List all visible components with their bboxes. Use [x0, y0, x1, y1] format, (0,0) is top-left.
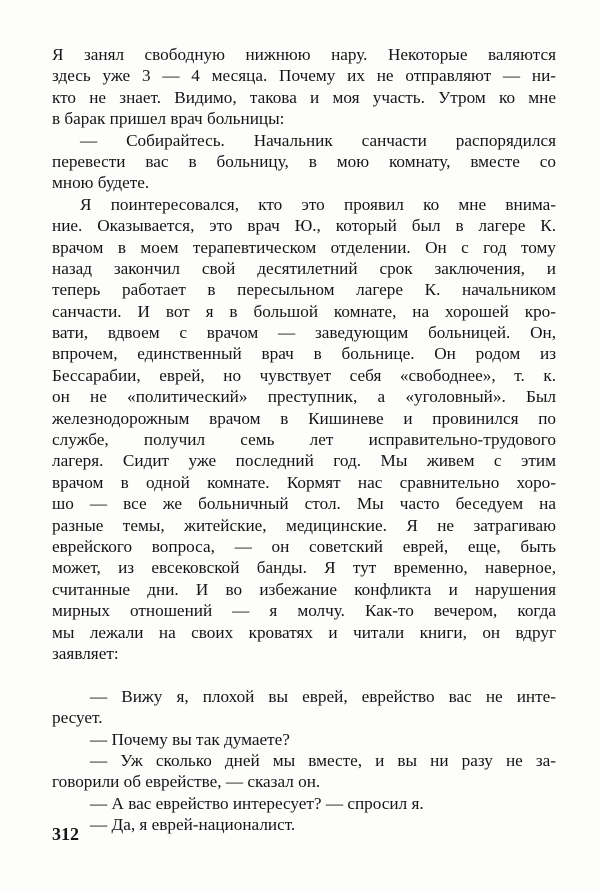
text-line: перевести вас в больницу, в мою комнату, вместе со [52, 151, 556, 171]
text-line: лагеря. Сидит уже последний год. Мы живем с этим [52, 451, 556, 471]
text-line: санчасти. И вот я в большой комнате, на хорошей кро- [52, 301, 556, 321]
text-line: в барак пришел врач больницы: [52, 109, 285, 129]
text-line: назад закончил свой десятилетний срок заключения, и [52, 258, 556, 278]
page-number: 312 [52, 824, 79, 844]
text-line: службе, получил семь лет исправительно-трудового [52, 430, 556, 450]
text-line: мною будете. [52, 173, 150, 193]
text-line: впрочем, единственный врач в больнице. Он родом из [52, 344, 556, 364]
text-line: железнодорожным врачом в Кишиневе и провинился по [52, 408, 556, 428]
text-line: ресует. [52, 708, 103, 728]
text-line: Я поинтересовался, кто это проявил ко мне внима- [80, 194, 556, 214]
text-line: — Да, я еврей-националист. [90, 815, 296, 835]
text-line: — А вас еврейство интересует? — спросил я. [90, 793, 424, 813]
text-line: говорили об еврействе, — сказал он. [52, 772, 321, 792]
text-line: врачом в моем терапевтическом отделении. Он с год тому [52, 237, 556, 257]
text-line: мирных отношений — я молчу. Как-то вечером, когда [52, 601, 556, 621]
text-line: врачом в одной комнате. Кормят нас сравнительно хоро- [52, 472, 556, 492]
text-line: он не «политический» преступник, а «уголовный». Был [52, 387, 556, 407]
text-line: еврейского вопроса, — он советский еврей, еще, быть [52, 536, 556, 556]
text-line: — Уж сколько дней мы вместе, и вы ни разу не за- [90, 750, 556, 770]
text-line: заявляет: [52, 643, 119, 663]
text-line: теперь работает в пересыльном лагере К. начальником [52, 280, 556, 300]
paragraph-gap [52, 664, 556, 685]
text-line: — Собирайтесь. Начальник санчасти распорядился [80, 130, 556, 150]
text-line: мы лежали на своих кроватях и читали книги, он вдруг [52, 622, 556, 642]
text-line: — Почему вы так думаете? [90, 729, 290, 749]
text-line: кто не знает. Видимо, такова и моя участь. Утром ко мне [52, 87, 556, 107]
text-line: — Вижу я, плохой вы еврей, еврейство вас не инте- [90, 686, 556, 706]
text-line: считанные дни. И во избежание конфликта и нарушения [52, 579, 556, 599]
text-line: шо — все же больничный стол. Мы часто беседуем на [52, 494, 556, 514]
text-line: может, из евсековской банды. Я тут временно, наверное, [52, 558, 556, 578]
text-line: Бессарабии, еврей, но чувствует себя «свободнее», т. к. [52, 365, 556, 385]
text-line: здесь уже 3 — 4 месяца. Почему их не отправляют — ни- [52, 66, 556, 86]
text-line: вати, вдвоем с врачом — заведующим больницей. Он, [52, 323, 556, 343]
text-line: ние. Оказывается, это врач Ю., который был в лагере К. [52, 216, 556, 236]
body-text [52, 44, 556, 835]
text-line: разные темы, житейские, медицинские. Я не затрагиваю [52, 515, 556, 535]
text-line: Я занял свободную нижнюю нару. Некоторые валяются [52, 45, 556, 64]
